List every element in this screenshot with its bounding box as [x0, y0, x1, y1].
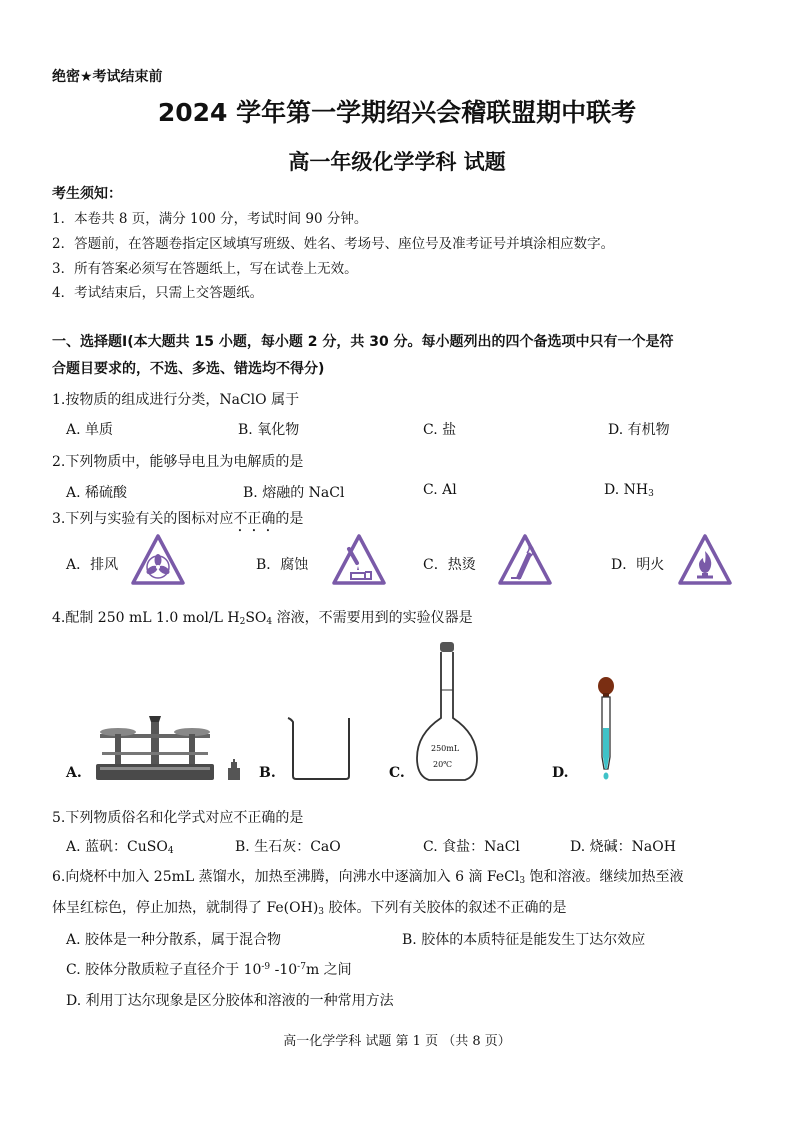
q1-option-d: D. 有机物 [608, 422, 670, 438]
q2-option-a: A. 稀硫酸 [66, 485, 128, 501]
balance-scale-illustration [92, 712, 250, 784]
q6-option-b: B. 胶体的本质特征是能发生丁达尔效应 [402, 932, 646, 948]
q4-option-b: B. [259, 765, 276, 781]
notice-item: 2．答题前，在答题卷指定区域填写班级、姓名、考场号、座位号及准考证号并填涂相应数字。 [52, 236, 615, 252]
question-6-stem-line1: 6.向烧杯中加入 25mL 蒸馏水，加热至沸腾，向沸水中逐滴加入 6 滴 FeCl$_3$ 饱和溶液。继续加热至液 [52, 869, 684, 886]
section-heading-cont: 合题目要求的，不选、多选、错选均不得分) [52, 361, 325, 377]
question-6-stem-line2: 体呈红棕色，停止加热，就制得了 $Fe(OH)_3$ 胶体。下列有关胶体的叙述不正确的是 [52, 900, 567, 917]
q1-option-b: B. 氧化物 [238, 422, 300, 438]
dropper-illustration [594, 676, 618, 782]
q3-option-b: B．腐蚀 [256, 557, 309, 573]
q2-option-c: C. Al [423, 482, 457, 498]
question-5-stem: 5.下列物质俗名和化学式对应不正确的是 [52, 810, 304, 826]
q4-option-d: D. [552, 765, 569, 781]
q5-option-d: D. 烧碱：NaOH [570, 839, 676, 855]
ventilation-hazard-icon [130, 533, 186, 587]
question-4-stem: 4.配制 250 mL 1.0 mol/L $H_2SO_4$ 溶液，不需要用到的实验仪器是 [52, 610, 473, 627]
q6-option-c: C. 胶体分散质粒子直径介于 $10^{-9}$ $-10^{-7}m$ 之间 [66, 962, 352, 978]
q4-option-c: C. [389, 765, 405, 781]
corrosion-hazard-icon [331, 533, 387, 587]
flask-temp-label: 20℃ [433, 760, 453, 769]
open-flame-hazard-icon [677, 533, 733, 587]
notice-item: 4．考试结束后，只需上交答题纸。 [52, 285, 264, 301]
section-heading: 一、选择题Ⅰ(本大题共 15 小题，每小题 2 分，共 30 分。每小题列出的四个备选项中只有一个是符 [52, 334, 674, 350]
q5-option-c: C. 食盐：NaCl [423, 839, 520, 855]
beaker-illustration [284, 714, 358, 782]
q1-option-c: C. 盐 [423, 422, 457, 438]
q6-option-d: D. 利用丁达尔现象是区分胶体和溶液的一种常用方法 [66, 993, 394, 1009]
q4-option-a: A. [66, 765, 82, 781]
notice-item: 3．所有答案必须写在答题纸上，写在试卷上无效。 [52, 261, 358, 277]
q2-option-d: D. $NH_3$ [604, 482, 654, 499]
confidential-label: 绝密★考试结束前 [52, 69, 163, 85]
notice-heading: 考生须知： [52, 186, 122, 202]
q3-option-c: C．热烫 [423, 557, 476, 573]
q3-option-a: A．排风 [66, 557, 119, 573]
q2-option-b: B. 熔融的 NaCl [243, 485, 345, 501]
q1-option-a: A. 单质 [66, 422, 114, 438]
hot-surface-hazard-icon [497, 533, 553, 587]
q6-option-a: A. 胶体是一种分散系，属于混合物 [66, 932, 282, 948]
exam-title: 2024 学年第一学期绍兴会稽联盟期中联考 [157, 98, 637, 127]
q5-option-a: A. 蓝矾：CuSO$_4$ [66, 839, 174, 856]
notice-item: 1．本卷共 8 页，满分 100 分，考试时间 90 分钟。 [52, 211, 368, 227]
exam-subtitle: 高一年级化学学科 试题 [288, 150, 506, 174]
page-footer: 高一化学学科 试题 第 1 页 （共 8 页） [283, 1034, 511, 1049]
question-3-stem: 3.下列与实验有关的图标对应不正确的是 [52, 511, 304, 527]
q5-option-b: B. 生石灰：CaO [235, 839, 341, 855]
question-2-stem: 2.下列物质中，能够导电且为电解质的是 [52, 454, 304, 470]
flask-volume-label: 250mL [431, 744, 460, 753]
question-1-stem: 1.按物质的组成进行分类，NaClO 属于 [52, 392, 300, 408]
q3-option-d: D．明火 [611, 557, 665, 573]
